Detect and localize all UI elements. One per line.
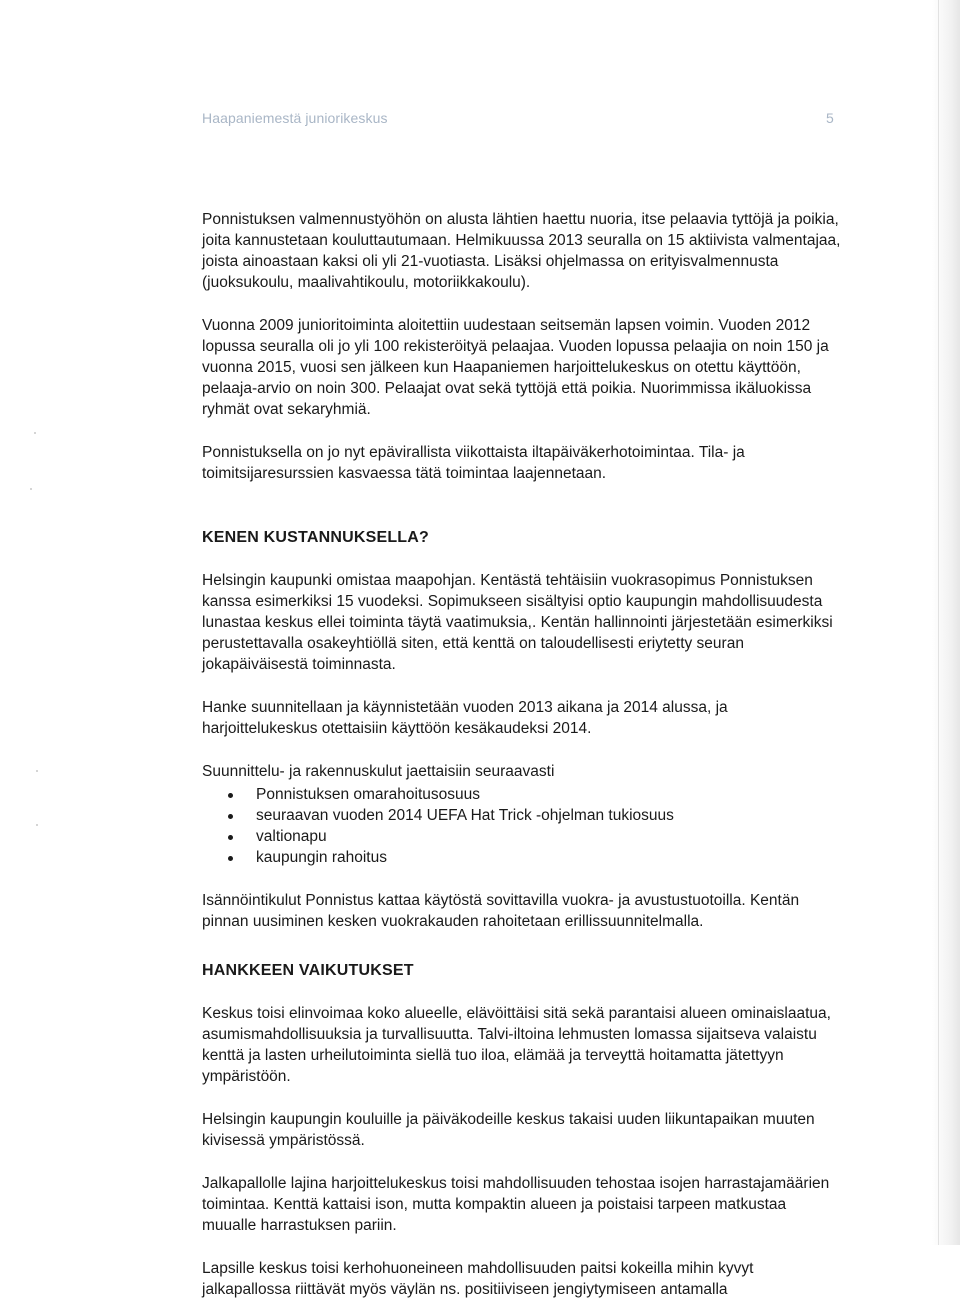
bullet-icon: [228, 793, 233, 798]
list-item: [202, 784, 842, 805]
paragraph: Jalkapallolle lajina harjoittelukeskus toisi mahdollisuuden tehostaa isojen harrastajamäärien toimintaa. Kenttä kattaisi ison, mutta kompaktin alueen ja poistaisi tarpeen matkustaa muualle harrastuksen pariin.: [202, 1175, 830, 1234]
list-item-text: Ponnistuksen omarahoitusosuus: [256, 786, 481, 803]
scan-speck: [34, 432, 36, 434]
paragraph: Lapsille keskus toisi kerhohuoneineen mahdollisuuden paitsi kokeilla mihin kyvyt jalkapallossa riittävät myös väylän ns. positiiviseen jengiytymiseen antamalla: [202, 1260, 754, 1298]
paragraph: Hanke suunnitellaan ja käynnistetään vuoden 2013 aikana ja 2014 alussa, ja harjoittelukeskus otettaisiin käyttöön kesäkaudeksi 2014.: [202, 699, 728, 737]
list-item: [202, 826, 842, 847]
paragraph: Isännöintikulut Ponnistus kattaa käytöstä sovittavilla vuokra- ja avustustuotoilla. Kentän pinnan uusiminen kesken vuokrakauden rahoitetaan erillissuunnitelmalla.: [202, 892, 800, 930]
paragraph: Helsingin kaupunki omistaa maapohjan. Kentästä tehtäisiin vuokrasopimus Ponnistuksen kanssa esimerkiksi 15 vuodeksi. Sopimukseen sisältyisi optio kaupungin mahdollisuudesta lunastaa keskus ellei toiminta täytä vaatimuksia,. Kentän hallinnointi järjestetään esimerkiksi perustettavalla osakeyhtiöllä siten, että kenttä on taloudellisesti eriytetty seuran jokapäiväisestä toiminnasta.: [202, 572, 833, 673]
scan-speck: [36, 824, 38, 826]
scan-speck: [30, 488, 32, 490]
list-item-text: kaupungin rahoitus: [256, 849, 387, 866]
section-heading-impacts: HANKKEEN VAIKUTUKSET: [202, 962, 414, 979]
paragraph: Ponnistuksella on jo nyt epävirallista viikottaista iltapäiväkerhotoimintaa. Tila- ja toimitsijaresurssien kasvaessa tätä toimintaa laajennetaan.: [202, 444, 745, 482]
list-item: [202, 805, 842, 826]
scan-speck: [36, 770, 38, 772]
document-body: [202, 209, 842, 1300]
list-item-text: valtionapu: [256, 828, 327, 845]
running-header-title: Haapaniemestä juniorikeskus: [202, 110, 388, 126]
paragraph: Vuonna 2009 junioritoiminta aloitettiin uudestaan seitsemän lapsen voimin. Vuoden 2012 lopussa seuralla oli jo yli 100 rekisteröityä pelaajaa. Vuoden lopussa pelaajia on noin 150 ja vuonna 2015, vuosi sen jälkeen kun Haapaniemen harjoittelukeskus on otettu käyttöön, pelaaja-arvio on noin 300. Pelaajat ovat sekä tyttöjä että poikia. Nuorimmissa ikäluokissa ryhmät ovat sekaryhmiä.: [202, 317, 829, 418]
list-item-text: seuraavan vuoden 2014 UEFA Hat Trick -ohjelman tukiosuus: [256, 807, 674, 824]
scanned-page-edge: [932, 0, 960, 1245]
paragraph: Keskus toisi elinvoimaa koko alueelle, elävöittäisi sitä sekä parantaisi alueen ominaislaatua, asumismahdollisuuksia ja turvallisuutta. Talvi-iltoina lehmusten lomassa sijaitseva valaistu kenttä ja lasten urheilutoiminta siellä tuo iloa, elämää ja terveyttä hoitamatta jätettyyn ympäristöön.: [202, 1005, 831, 1085]
section-heading-funding: KENEN KUSTANNUKSELLA?: [202, 529, 430, 546]
bullet-icon: [228, 835, 233, 840]
costs-list: [202, 784, 842, 868]
bullet-icon: [228, 814, 233, 819]
list-item: [202, 847, 842, 868]
paragraph: Ponnistuksen valmennustyöhön on alusta lähtien haettu nuoria, itse pelaavia tyttöjä ja poikia, joita kannustetaan kouluttautumaan. Helmikuussa 2013 seuralla on 15 aktiivista valmentajaa, joista ainoastaan kaksi oli yli 21-vuotiasta. Lisäksi ohjelmassa on erityisvalmennusta (juoksukoulu, maalivahtikoulu, motoriikkakoulu).: [202, 211, 841, 291]
paragraph: Helsingin kaupungin kouluille ja päiväkodeille keskus takaisi uuden liikuntapaikan muuten kivisessä ympäristössä.: [202, 1111, 815, 1149]
costs-intro: Suunnittelu- ja rakennuskulut jaettaisiin seuraavasti: [202, 763, 555, 780]
page-number: 5: [826, 110, 834, 126]
bullet-icon: [228, 856, 233, 861]
